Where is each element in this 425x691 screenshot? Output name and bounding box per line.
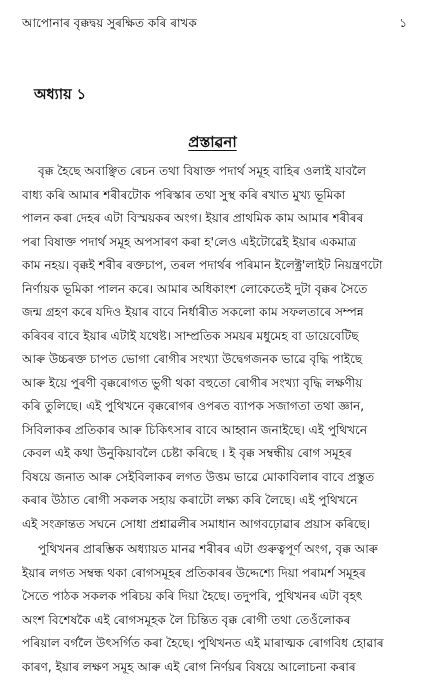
text-line: নিৰ্ণায়ক ভূমিকা পালন কৰে। আমাৰ অধিকাংশ লোকেতেই দুটা বৃক্কৰ সৈতে [22,281,368,296]
body-text [22,160,409,679]
running-title: আপোনাৰ বৃক্কদ্বয় সুৰক্ষিত কৰি ৰাখক [22,16,197,30]
text-line: কেবল এই কথা উনুকিয়াবলৈ চেষ্টা কৰিছে । ই বৃক্ক সম্বন্ধীয় ৰোগ সমূহৰ [22,446,352,460]
text-line: জন্ম গ্ৰহণ কৰে যদিও ইয়াৰ বাবে নিৰ্ধাৰীত সকলো কাম সফলতাৰে সম্পন্ন [22,305,364,319]
text-line: পৰিয়াল বৰ্গলৈ উৎসৰ্গিত কৰা হৈছে। পুথিখনত এই মাৰাত্মক ৰোগবিধ হোৱাৰ [22,636,384,650]
section-title: প্ৰস্তাৱনা [188,133,237,151]
text-line: বৃক্ক হৈছে অবাঞ্ছিত ৰেচন তথা বিষাক্ত পদাৰ্থ সমূহ বাহিৰ ওলাই যাবলৈ [38,164,366,178]
chapter-heading: অধ্যায় ১ [34,87,87,103]
text-line: বাধ্য কৰি আমাৰ শৰীৰটোক পৰিস্কাৰ তথা সুস্থ কৰি ৰখাত মুখ্য ভূমিকা [22,187,346,202]
text-line: কৰিবৰ বাবে ইয়াৰ এটাই যথেষ্ট। সাম্প্ৰতিক সময়ৰ মধুমেহ বা ডায়েবেটিছ [22,328,359,343]
paragraph [22,538,409,679]
text-line: বিষয়ে জনাত আৰু সেইবিলাকৰ লগত উত্তম ভাৱে মোকাবিলাৰ বাবে প্ৰস্তুত [22,469,375,484]
text-line: কৰাৰ উঠাত ৰোগী সকলক সহায় কৰাটো লক্ষ্য কৰি লৈছে। এই পুথিখনে [22,493,358,507]
text-line: কাৰণ, ইয়াৰ লক্ষণ সমূহ আৰু এই ৰোগ নিৰ্ণয়ৰ বিষয়ে আলোচনা কৰাৰ [22,659,356,674]
text-line: সিবিলাকৰ প্ৰতিকাৰ আৰু চিকিৎসাৰ বাবে আহ্বান জনাইছে। এই পুথিখনে [22,422,368,437]
text-line: আৰু উচ্চৰক্ত চাপত ভোগা ৰোগীৰ সংখ্যা উদ্বেগজনক ভাৱে বৃদ্ধি পাইছে [22,352,363,366]
text-line: পৰা বিষাক্ত পদাৰ্থ সমূহ অপসাৰণ কৰা হ'লেও এইটোৱেই ইয়াৰ একমাত্ৰ [22,234,357,249]
text-line: আৰু ইয়ে পুৰণী বৃক্কৰোগত ভুগী থকা বহুতো ৰোগীৰ সংখ্যা বৃদ্ধি লক্ষণীয় [22,375,363,390]
text-line: কাম নহয়। বৃক্কই শৰীৰ ৰক্তচাপ, তৰল পদাৰ্থৰ পৰিমান ইলেক্ট্ৰ'লাইট নিয়ন্ত্ৰণটো [22,258,383,272]
text-line: অংশ বিশেষকৈ এই ৰোগসমূহক লৈ চিন্তিত বৃক্ক ৰোগী তথা তেওঁলোকৰ [22,612,351,627]
text-line: ইয়াৰ লগত সম্বন্ধ থকা ৰোগসমূহৰ প্ৰতিকাৰৰ উদ্দেশ্যে দিয়া পৰামৰ্শ সমূহৰ [22,565,366,580]
text-line: এই সংক্ৰান্তত সঘনে সোধা প্ৰশ্নাৱলীৰ সমাধান আগবঢ়োৱাৰ প্ৰয়াস কৰিছে। [22,516,371,531]
text-line: পালন কৰা দেহৰ এটা বিস্ময়কৰ অংগ। ইয়াৰ প্ৰাথমিক কাম আমাৰ শৰীৰৰ [22,211,364,225]
text-line: সৈতে পাঠক সকলক পৰিচয় কৰি দিয়া হৈছে। তদুপৰি, পুথিখনৰ এটা বৃহৎ [22,589,363,603]
running-header [22,14,407,32]
page-number: ১ [399,16,407,30]
text-line: পুথিখনৰ প্ৰাৰম্ভিক অধ্যায়ত মানৱ শৰীৰৰ এটা গুৰুত্বপূৰ্ণ অংগ, বৃক্ক আৰু [38,542,378,556]
paragraph [22,160,409,536]
section-title-wrap [0,132,425,152]
text-line: কৰি তুলিছে। এই পুথিখনে বৃক্কৰোগৰ ওপৰত ব্যাপক সজাগতা তথা জ্ঞান, [22,399,365,413]
